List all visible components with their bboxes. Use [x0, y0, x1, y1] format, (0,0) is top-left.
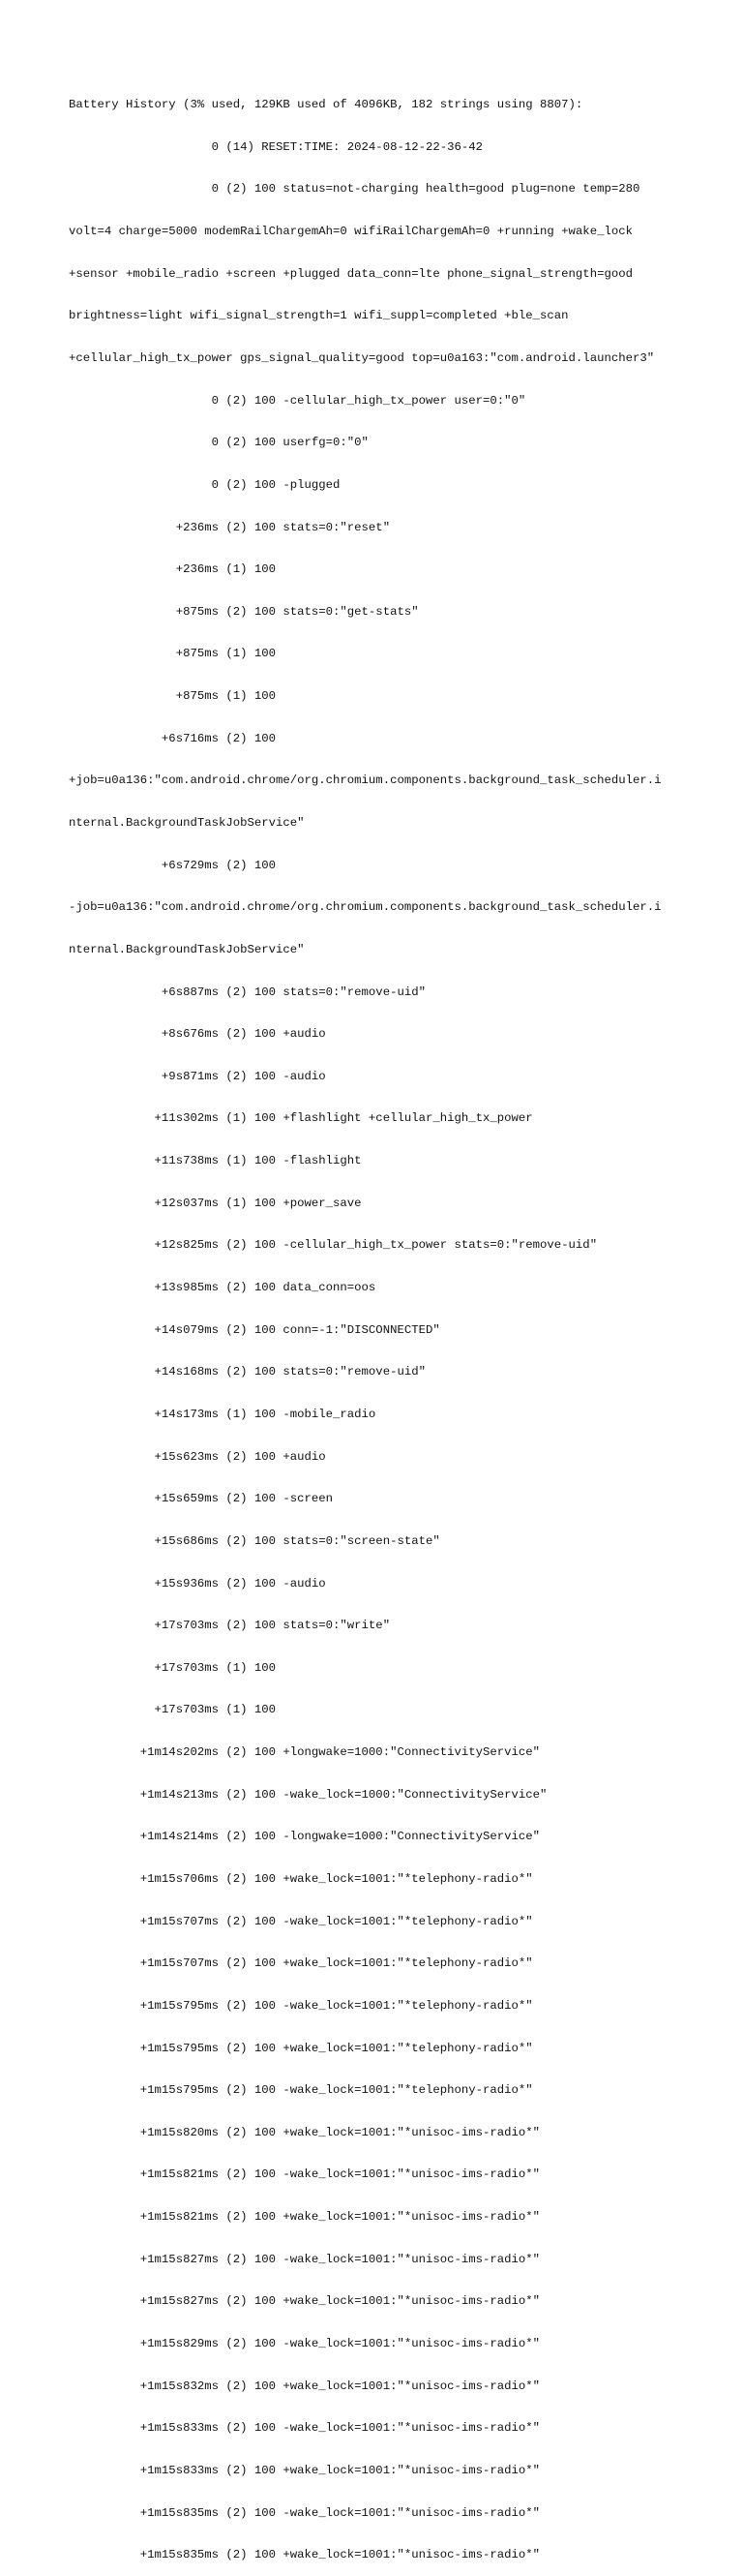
log-line: +17s703ms (2) 100 stats=0:"write" [69, 1619, 391, 1633]
log-line: -job=u0a136:"com.android.chrome/org.chromium.components.background_task_scheduler.i [69, 900, 662, 915]
log-line: +12s825ms (2) 100 -cellular_high_tx_power stats=0:"remove-uid" [69, 1238, 598, 1253]
log-line: +875ms (1) 100 [69, 689, 277, 704]
log-line: +14s173ms (1) 100 -mobile_radio [69, 1407, 376, 1421]
log-line: +1m15s820ms (2) 100 +wake_lock=1001:"*unisoc-ims-radio*" [69, 2125, 541, 2139]
log-line: +cellular_high_tx_power gps_signal_quality=good top=u0a163:"com.android.launcher3" [69, 350, 655, 365]
log-line: 0 (14) RESET:TIME: 2024-08-12-22-36-42 [69, 139, 484, 154]
log-line: +1m15s833ms (2) 100 +wake_lock=1001:"*unisoc-ims-radio*" [69, 2463, 541, 2477]
log-line: +15s659ms (2) 100 -screen [69, 1492, 334, 1506]
log-line: +11s302ms (1) 100 +flashlight +cellular_high_tx_power [69, 1111, 533, 1126]
log-line: +1m15s835ms (2) 100 +wake_lock=1001:"*unisoc-ims-radio*" [69, 2548, 541, 2562]
log-line: +1m15s795ms (2) 100 -wake_lock=1001:"*telephony-radio*" [69, 2083, 533, 2098]
log-line: +14s168ms (2) 100 stats=0:"remove-uid" [69, 1365, 426, 1379]
log-line: +sensor +mobile_radio +screen +plugged data_conn=lte phone_signal_strength=good [69, 266, 633, 281]
log-line: +1m14s202ms (2) 100 +longwake=1000:"ConnectivityService" [69, 1745, 541, 1760]
log-line: nternal.BackgroundTaskJobService" [69, 942, 305, 956]
log-line: +1m15s795ms (2) 100 -wake_lock=1001:"*telephony-radio*" [69, 1998, 533, 2013]
log-line: +17s703ms (1) 100 [69, 1703, 277, 1717]
log-line: volt=4 charge=5000 modemRailChargemAh=0 wifiRailChargemAh=0 +running +wake_lock [69, 225, 633, 239]
log-line: brightness=light wifi_signal_strength=1 wifi_suppl=completed +ble_scan [69, 309, 569, 323]
log-line: +6s716ms (2) 100 [69, 731, 277, 745]
log-line: +17s703ms (1) 100 [69, 1660, 277, 1675]
log-line: +1m14s213ms (2) 100 -wake_lock=1000:"ConnectivityService" [69, 1787, 548, 1802]
log-line: +6s887ms (2) 100 stats=0:"remove-uid" [69, 985, 426, 999]
log-line: +1m15s832ms (2) 100 +wake_lock=1001:"*unisoc-ims-radio*" [69, 2379, 541, 2393]
log-line: +8s676ms (2) 100 +audio [69, 1027, 326, 1042]
log-line: +875ms (1) 100 [69, 647, 277, 661]
log-line: +9s871ms (2) 100 -audio [69, 1069, 326, 1083]
log-line: +875ms (2) 100 stats=0:"get-stats" [69, 604, 419, 619]
log-line: 0 (2) 100 userfg=0:"0" [69, 436, 369, 450]
log-line: +job=u0a136:"com.android.chrome/org.chromium.components.background_task_scheduler.i [69, 773, 662, 788]
log-line: 0 (2) 100 -plugged [69, 477, 341, 492]
battery-history-log [69, 70, 688, 2576]
log-line: +13s985ms (2) 100 data_conn=oos [69, 1281, 376, 1295]
log-line: +15s686ms (2) 100 stats=0:"screen-state" [69, 1533, 440, 1548]
log-line: +236ms (2) 100 stats=0:"reset" [69, 520, 391, 534]
log-line: +12s037ms (1) 100 +power_save [69, 1196, 362, 1210]
log-line: +1m15s707ms (2) 100 +wake_lock=1001:"*telephony-radio*" [69, 1956, 533, 1971]
log-line: +1m15s821ms (2) 100 +wake_lock=1001:"*unisoc-ims-radio*" [69, 2210, 541, 2225]
log-line: +1m15s821ms (2) 100 -wake_lock=1001:"*unisoc-ims-radio*" [69, 2167, 541, 2182]
log-line: +1m15s827ms (2) 100 +wake_lock=1001:"*unisoc-ims-radio*" [69, 2294, 541, 2309]
log-line: +1m15s827ms (2) 100 -wake_lock=1001:"*unisoc-ims-radio*" [69, 2252, 541, 2266]
log-line: Battery History (3% used, 129KB used of 4096KB, 182 strings using 8807): [69, 98, 583, 112]
log-line: +1m15s829ms (2) 100 -wake_lock=1001:"*unisoc-ims-radio*" [69, 2337, 541, 2351]
log-line: nternal.BackgroundTaskJobService" [69, 815, 305, 830]
log-line: +1m14s214ms (2) 100 -longwake=1000:"ConnectivityService" [69, 1830, 541, 1844]
log-line: 0 (2) 100 status=not-charging health=good plug=none temp=280 [69, 182, 640, 197]
log-line: +1m15s835ms (2) 100 -wake_lock=1001:"*unisoc-ims-radio*" [69, 2505, 541, 2520]
log-line: 0 (2) 100 -cellular_high_tx_power user=0:"0" [69, 393, 526, 408]
log-line: +15s623ms (2) 100 +audio [69, 1449, 326, 1464]
log-line: +15s936ms (2) 100 -audio [69, 1576, 326, 1591]
log-line: +11s738ms (1) 100 -flashlight [69, 1154, 362, 1168]
log-line: +1m15s707ms (2) 100 -wake_lock=1001:"*telephony-radio*" [69, 1914, 533, 1928]
log-line: +6s729ms (2) 100 [69, 858, 277, 872]
log-line: +236ms (1) 100 [69, 562, 277, 577]
log-line: +1m15s795ms (2) 100 +wake_lock=1001:"*telephony-radio*" [69, 2041, 533, 2055]
log-line: +1m15s833ms (2) 100 -wake_lock=1001:"*unisoc-ims-radio*" [69, 2421, 541, 2436]
log-line: +1m15s706ms (2) 100 +wake_lock=1001:"*telephony-radio*" [69, 1872, 533, 1886]
log-line: +14s079ms (2) 100 conn=-1:"DISCONNECTED" [69, 1322, 440, 1337]
